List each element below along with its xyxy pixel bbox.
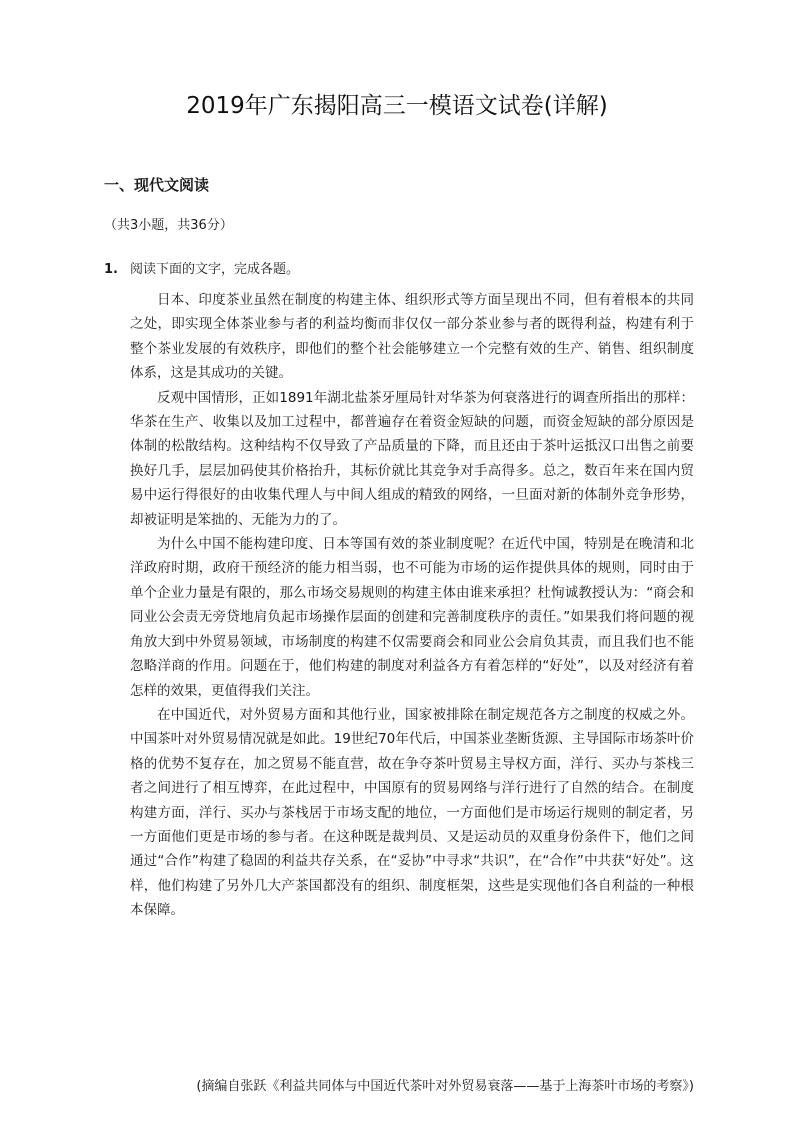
passage-paragraph: 在中国近代，对外贸易方面和其他行业，国家被排除在制定规范各方之制度的权威之外。中国茶叶对外贸易情况就是如此。19世纪70年代后，中国茶业垄断货源、主导国际市场茶叶价格的优势不复存在，加之贸易不能直营，故在争夺茶叶贸易主导权方面，洋行、买办与茶栈三者之间进行了相互博弈，在此过程中，中国原有的贸易网络与洋行进行了自然的结合。在制度构建方面，洋行、买办与茶栈居于市场支配的地位，一方面他们是市场运行规则的制定者，另一方面他们更是市场的参与者。在这种既是裁判员、又是运动员的双重身份条件下，他们之间通过“合作”构建了稳固的利益共存关系，在“妥协”中寻求“共识”，在“合作”中共获“好处”。这样，他们构建了另外几大产茶国都没有的组织、制度框架，这些是实现他们各自利益的一种根本保障。 — [130, 706, 694, 919]
passage-paragraph: 日本、印度茶业虽然在制度的构建主体、组织形式等方面呈现出不同，但有着根本的共同之处，即实现全体茶业参与者的利益均衡而非仅仅一部分茶业参与者的既得利益，构建有利于整个茶业发展的有效秩序，即他们的整个社会能够建立一个完整有效的生产、销售、组织制度体系，这是其成功的关键。 — [130, 292, 694, 382]
section-heading: 一、现代文阅读 — [104, 176, 210, 194]
question-number: 1. — [104, 262, 118, 277]
passage-source: (摘编自张跃《利益共同体与中国近代茶叶对外贸易衰落——基于上海茶叶市场的考察》) — [196, 1079, 694, 1094]
passage-paragraph: 反观中国情形，正如1891年湖北盐茶牙厘局针对华茶为何衰落进行的调查所指出的那样：华茶在生产、收集以及加工过程中，都普遍存在着资金短缺的问题，而资金短缺的部分原因是体制的松散结构。这种结构不仅导致了产品质量的下降，而且还由于茶叶运抵汉口出售之前要换好几手，层层加码使其价格抬升，其标价就比其竞争对手高得多。总之，数百年来在国内贸易中运行得很好的由收集代理人与中间人组成的精致的网络，一旦面对新的体制外竞争形势，却被证明是笨拙的、无能为力的了。 — [130, 389, 694, 528]
section-meta: （共3小题，共36分） — [104, 218, 233, 233]
reading-passage — [130, 288, 694, 923]
passage-paragraph: 为什么中国不能构建印度、日本等国有效的茶业制度呢？在近代中国，特别是在晚清和北洋政府时期，政府干预经济的能力相当弱，也不可能为市场的运作提供具体的规则，同时由于单个企业力量是有限的，那么市场交易规则的构建主体由谁来承担？杜恂诚教授认为：“商会和同业公会责无旁贷地肩负起市场操作层面的创建和完善制度秩序的责任。”如果我们将问题的视角放大到中外贸易领域，市场制度的构建不仅需要商会和同业公会肩负其责，而且我们也不能忽略洋商的作用。问题在于，他们构建的制度对利益各方有着怎样的“好处”，以及对经济有着怎样的效果，更值得我们关注。 — [130, 536, 694, 699]
question-prompt: 阅读下面的文字，完成各题。 — [130, 262, 300, 277]
document-title: 2019年广东揭阳高三一模语文试卷(详解) — [186, 93, 608, 119]
